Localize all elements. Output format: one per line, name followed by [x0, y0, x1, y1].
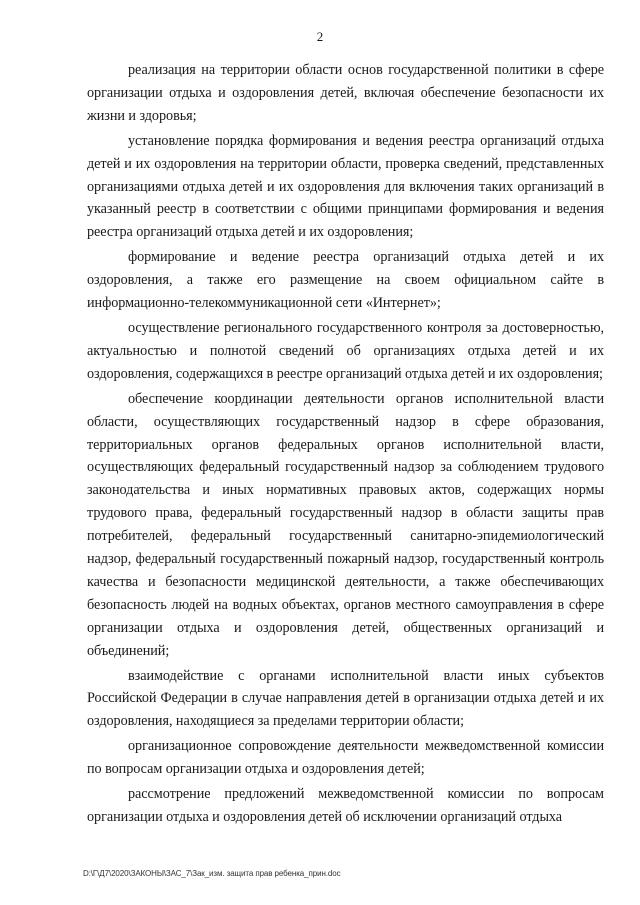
paragraph: осуществление регионального государственного контроля за достоверностью, актуальностью и полнотой сведений об организациях отдыха детей и их оздоровления, содержащихся в реестре организаций отдыха детей и их оздоровления;: [87, 319, 604, 382]
page-number: 2: [316, 29, 324, 44]
paragraph: рассмотрение предложений межведомственной комиссии по вопросам организации отдыха и оздоровления детей об исключении организаций отдыха: [87, 786, 604, 825]
paragraph: установление порядка формирования и ведения реестра организаций отдыха детей и их оздоровления на территории области, проверка сведений, представленных организациями отдыха детей и их оздоровления для включения таких организаций в указанный реестр в соответствии с общими принципами формирования и ведения реестра организаций отдыха детей и их оздоровления;: [87, 132, 604, 241]
paragraph: реализация на территории области основ государственной политики в сфере организации отдыха и оздоровления детей, включая обеспечение безопасности их жизни и здоровья;: [87, 62, 604, 124]
document-body: [87, 59, 604, 829]
paragraph: организационное сопровождение деятельности межведомственной комиссии по вопросам организации отдыха и оздоровления детей;: [87, 738, 604, 778]
footer-file-path: D:\Г\Д7\2020\ЗАКОНЫ\ЗАС_7\Зак_изм. защита прав ребенка_прин.doc: [83, 869, 341, 878]
paragraph: формирование и ведение реестра организаций отдыха детей и их оздоровления, а также его размещение на своем официальном сайте в информационно-телекоммуникационной сети «Интернет»;: [87, 249, 604, 312]
paragraph: взаимодействие с органами исполнительной власти иных субъектов Российской Федерации в случае направления детей в организации отдыха детей и их оздоровления, находящиеся за пределами территории области;: [87, 667, 604, 730]
paragraph: обеспечение координации деятельности органов исполнительной власти области, осуществляющих государственный надзор в сфере образования, территориальных органов федеральных органов исполнительной власти, осуществляющих федеральный государственный надзор за соблюдением трудового законодательства и иных нормативных правовых актов, содержащих нормы трудового права, федеральный государственный надзор в области защиты прав потребителей, федеральный государственный санитарно-эпидемиологический надзор, федеральный государственный пожарный надзор, государственный контроль качества и безопасности медицинской деятельности, а также обеспечивающих безопасность людей на водных объектах, органов местного самоуправления в сфере организации отдыха и оздоровления детей, общественных организаций и объединений;: [87, 390, 604, 659]
